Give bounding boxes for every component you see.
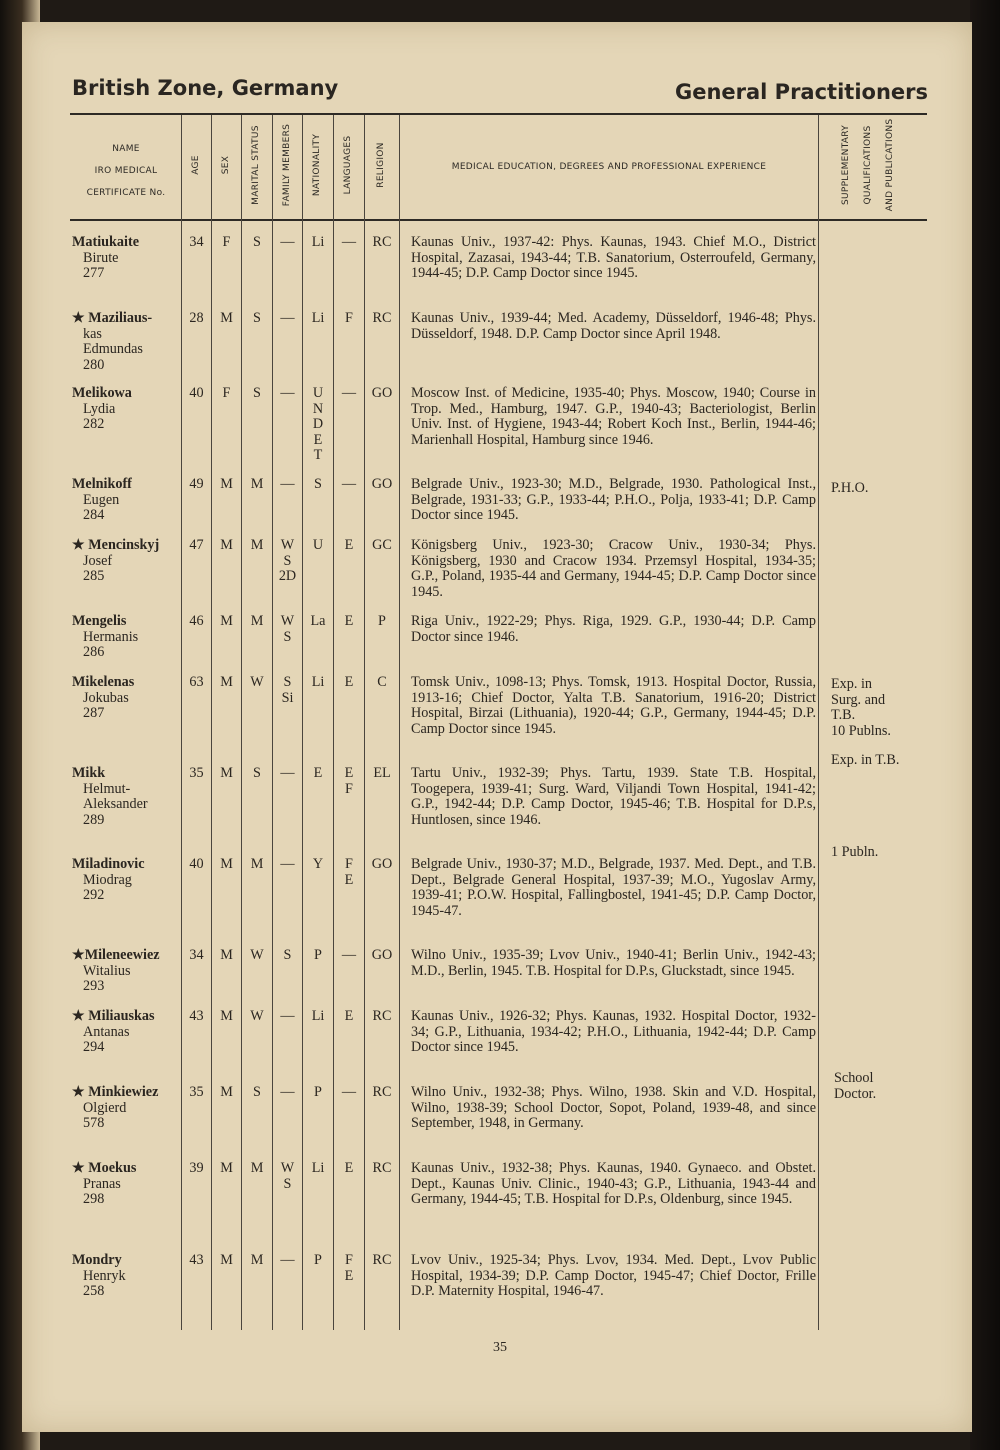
- surname-cell: Melnikoff: [72, 476, 132, 492]
- religion-cell: GO: [371, 476, 393, 492]
- family-cell: S Si: [281, 674, 294, 706]
- supp-column-header-3: AND PUBLICATIONS: [885, 118, 895, 212]
- experience-cell: Tartu Univ., 1932-39; Phys. Tartu, 1939. State T.B. Hospital, Toogepera, 1939-41; Surg. Ward, Viljandi Town Hospital, 1941-42; G.P., 1942-44; D.P. Camp Doctor, 1945-46; T.B. Hospital for D.P.s, Huntlosen, since 1946.: [411, 765, 816, 828]
- surname-cell: Mondry: [72, 1252, 122, 1268]
- cert-number-cell: Aleksander 289: [83, 796, 148, 828]
- languages-cell: —: [341, 476, 357, 492]
- experience-cell: Riga Univ., 1922-29; Phys. Riga, 1929. G.P., 1930-44; D.P. Camp Doctor since 1946.: [411, 613, 816, 645]
- nationality-cell: S: [314, 476, 322, 492]
- sex-cell: M: [220, 1084, 233, 1100]
- cert-number-cell: 285: [83, 568, 105, 585]
- surname-cell: Melikowa: [72, 385, 132, 401]
- age-cell: 28: [189, 310, 204, 326]
- supp-mikk: Exp. in T.B.: [831, 752, 900, 768]
- supp-miladinovic: 1 Publn.: [831, 844, 879, 860]
- nationality-cell: Li: [311, 674, 325, 690]
- religion-cell: RC: [372, 234, 392, 250]
- supp-mikelenas: Exp. in Surg. and T.B. 10 Publns.: [831, 676, 891, 739]
- languages-cell: —: [341, 1084, 357, 1100]
- col-divider: [364, 115, 365, 1330]
- surname-cell: ★ Mencinskyj: [72, 537, 160, 553]
- age-cell: 43: [189, 1252, 204, 1268]
- supp-column-header-2: QUALIFICATIONS: [863, 125, 873, 205]
- religion-cell: GO: [371, 385, 393, 401]
- languages-cell: E: [344, 1160, 354, 1176]
- surname-cell: ★ Miliauskas: [72, 1008, 155, 1024]
- cert-number-cell: 284: [83, 507, 105, 524]
- given-name-cell: Eugen: [83, 491, 120, 508]
- col-divider: [181, 115, 182, 1330]
- religion-cell: RC: [372, 1252, 392, 1268]
- experience-cell: Tomsk Univ., 1098-13; Phys. Tomsk, 1913. Hospital Doctor, Russia, 1913-16; Chief Doctor, Yalta T.B. Sanatorium, 1916-20; District Hospital, Birzai (Lithuania), 1920-44; G.P., Germany, 1944-45; D.P. Camp Doctor since 1945.: [411, 674, 816, 737]
- sex-cell: M: [220, 674, 233, 690]
- sex-cell: M: [220, 1252, 233, 1268]
- given-name-cell: Lydia: [83, 400, 116, 417]
- cert-number-cell: Edmundas 280: [83, 341, 143, 373]
- cert-number-cell: 293: [83, 978, 105, 995]
- sex-cell: M: [220, 1008, 233, 1024]
- cert-number-cell: 292: [83, 887, 105, 904]
- age-cell: 34: [189, 234, 204, 250]
- nationality-cell: Y: [312, 856, 324, 872]
- experience-cell: Moscow Inst. of Medicine, 1935-40; Phys. Moscow, 1940; Course in Trop. Med., Hamburg, 1947. G.P., 1940-43; Bacteriologist, Berlin Univ. Inst. of Hygiene, 1943-44; Robert Koch Inst., Berlin, 1944-46; Marienhall Hospital, Hamburg since 1946.: [411, 385, 816, 448]
- given-name-cell: Josef: [83, 552, 113, 569]
- languages-cell: —: [341, 234, 357, 250]
- languages-cell: F E: [344, 856, 354, 888]
- languages-cell: —: [341, 385, 357, 401]
- cert-number-cell: 258: [83, 1283, 105, 1300]
- col-divider: [333, 115, 334, 1330]
- col-divider: [211, 115, 212, 1330]
- nationality-cell: Li: [311, 234, 325, 250]
- col-divider: [272, 115, 273, 1330]
- marital-cell: W: [250, 947, 264, 963]
- marital-column-header: MARITAL STATUS: [251, 125, 261, 205]
- religion-cell: EL: [373, 765, 391, 781]
- cert-number-cell: 298: [83, 1191, 105, 1208]
- age-cell: 40: [189, 385, 204, 401]
- experience-column-header: MEDICAL EDUCATION, DEGREES AND PROFESSIONAL EXPERIENCE: [451, 162, 767, 172]
- cert-number-cell: 294: [83, 1039, 105, 1056]
- family-cell: —: [280, 1252, 295, 1268]
- family-cell: S: [283, 947, 292, 963]
- surname-cell: Matiukaite: [72, 234, 139, 250]
- page-header-left: British Zone, Germany: [72, 76, 339, 100]
- page-number: 35: [493, 1340, 507, 1355]
- sex-cell: M: [220, 613, 233, 629]
- religion-cell: GO: [371, 947, 393, 963]
- nationality-cell: E: [313, 765, 323, 781]
- age-cell: 63: [189, 674, 204, 690]
- religion-cell: GO: [371, 856, 393, 872]
- marital-cell: M: [250, 537, 264, 553]
- cert-number-cell: 287: [83, 705, 105, 722]
- family-cell: —: [280, 1084, 295, 1100]
- experience-cell: Belgrade Univ., 1923-30; M.D., Belgrade, 1930. Pathological Inst., Belgrade, 1931-33; G.P., 1933-44; P.H.O., Polja, 1933-41; D.P. Camp Doctor since 1945.: [411, 476, 816, 524]
- cert-number-cell: 277: [83, 265, 105, 282]
- age-cell: 47: [189, 537, 204, 553]
- sex-cell: M: [220, 537, 233, 553]
- given-name-cell: Witalius: [83, 962, 131, 979]
- sex-cell: F: [222, 234, 231, 250]
- family-cell: —: [280, 234, 295, 250]
- marital-cell: S: [253, 385, 261, 401]
- nationality-cell: P: [314, 1252, 322, 1268]
- given-name-cell: Miodrag: [83, 871, 132, 888]
- marital-cell: M: [250, 856, 264, 872]
- religion-cell: RC: [372, 1008, 392, 1024]
- header-iro: IRO MEDICAL: [94, 166, 158, 176]
- marital-cell: M: [250, 1252, 264, 1268]
- family-cell: —: [280, 385, 295, 401]
- nationality-column-header: NATIONALITY: [312, 133, 322, 197]
- languages-cell: E: [344, 1008, 354, 1024]
- experience-cell: Kaunas Univ., 1932-38; Phys. Kaunas, 1940. Gynaeco. and Obstet. Dept., Kaunas Univ. Clinic., 1940-43; G.P., Lithuania, 1943-44 and Germany, 1944-45; T.B. Hospital for D.P.s, Oldenburg, since 1945.: [411, 1160, 816, 1208]
- nationality-cell: P: [314, 1084, 322, 1100]
- marital-cell: S: [253, 1084, 261, 1100]
- sex-column-header: SEX: [221, 155, 231, 175]
- religion-cell: RC: [372, 310, 392, 326]
- book-edge: [970, 0, 1000, 1450]
- languages-cell: E: [344, 613, 354, 629]
- sex-cell: M: [220, 765, 233, 781]
- languages-cell: F E: [344, 1252, 354, 1284]
- age-cell: 40: [189, 856, 204, 872]
- marital-cell: S: [253, 234, 261, 250]
- given-name-cell: Hermanis: [83, 628, 139, 645]
- surname-cell: ★ Moekus: [72, 1160, 137, 1176]
- family-cell: —: [280, 476, 295, 492]
- marital-cell: S: [253, 310, 261, 326]
- surname-cell: Miladinovic: [72, 856, 145, 872]
- nationality-cell: Li: [311, 1008, 325, 1024]
- col-divider: [399, 115, 400, 1330]
- languages-cell: —: [341, 947, 357, 963]
- header-top-rule: [70, 113, 927, 115]
- supp-column-header-1: SUPPLEMENTARY: [841, 124, 851, 206]
- given-name-cell: Henryk: [83, 1267, 126, 1284]
- marital-cell: S: [253, 765, 261, 781]
- sex-cell: M: [220, 476, 233, 492]
- col-divider: [302, 115, 303, 1330]
- sex-cell: F: [222, 385, 231, 401]
- surname-cell: Mikk: [72, 765, 106, 781]
- age-cell: 35: [189, 765, 204, 781]
- age-cell: 34: [189, 947, 204, 963]
- experience-cell: Lvov Univ., 1925-34; Phys. Lvov, 1934. Med. Dept., Lvov Public Hospital, 1934-39; D.P. Camp Doctor, 1945-47; Chief Doctor, Frille D.P. Maternity Hospital, 1946-47.: [411, 1252, 816, 1300]
- sex-cell: M: [220, 310, 233, 326]
- religion-cell: GC: [372, 537, 392, 553]
- supp-minkiewiez: School Doctor.: [834, 1070, 877, 1102]
- nationality-cell: P: [314, 947, 322, 963]
- given-name-cell: kas: [83, 325, 102, 342]
- family-cell: W S: [280, 613, 295, 645]
- cert-number-cell: 286: [83, 644, 105, 661]
- header-cert: CERTIFICATE No.: [86, 188, 166, 198]
- languages-cell: F: [345, 310, 353, 326]
- religion-cell: C: [377, 674, 387, 690]
- surname-cell: ★ Minkiewiez: [72, 1084, 159, 1100]
- name-column-header: [72, 138, 180, 204]
- given-name-cell: Pranas: [83, 1175, 121, 1192]
- nationality-cell: U: [312, 537, 324, 553]
- experience-cell: Wilno Univ., 1935-39; Lvov Univ., 1940-41; Berlin Univ., 1942-43; M.D., Berlin, 1945. T.B. Hospital for D.P.s, Gluckstadt, since 1945.: [411, 947, 816, 979]
- cert-number-cell: 578: [83, 1115, 105, 1132]
- age-column-header: AGE: [191, 155, 201, 175]
- experience-cell: Wilno Univ., 1932-38; Phys. Wilno, 1938. Skin and V.D. Hospital, Wilno, 1938-39; School Doctor, Sopot, Poland, 1939-48, and since September, 1948, in Germany.: [411, 1084, 816, 1132]
- languages-cell: E: [344, 674, 354, 690]
- given-name-cell: Antanas: [83, 1023, 130, 1040]
- header-bottom-rule: [70, 219, 927, 221]
- marital-cell: M: [250, 1160, 264, 1176]
- religion-cell: P: [378, 613, 386, 629]
- given-name-cell: Jokubas: [83, 689, 129, 706]
- religion-cell: RC: [372, 1084, 392, 1100]
- languages-cell: E: [344, 537, 354, 553]
- family-cell: —: [280, 856, 295, 872]
- family-column-header: FAMILY MEMBERS: [282, 123, 292, 207]
- page-header-right: General Practitioners: [674, 80, 928, 104]
- nationality-cell: Li: [311, 1160, 325, 1176]
- languages-column-header: LANGUAGES: [343, 135, 353, 195]
- age-cell: 43: [189, 1008, 204, 1024]
- marital-cell: M: [250, 613, 264, 629]
- experience-cell: Kaunas Univ., 1939-44; Med. Academy, Düsseldorf, 1946-48; Phys. Düsseldorf, 1948. D.P. Camp Doctor since April 1948.: [411, 310, 816, 342]
- experience-cell: Belgrade Univ., 1930-37; M.D., Belgrade, 1937. Med. Dept., and T.B. Dept., Belgrade General Hospital, 1937-39; M.O., Yugoslav Army, 1939-41; P.O.W. Hospital, Fallingbostel, 1941-45; D.P. Camp Doctor, 1945-47.: [411, 856, 816, 919]
- religion-cell: RC: [372, 1160, 392, 1176]
- marital-cell: W: [250, 674, 264, 690]
- experience-cell: Kaunas Univ., 1937-42: Phys. Kaunas, 1943. Chief M.O., District Hospital, Zazasai, 1943-44; T.B. Sanatorium, Osterroufeld, Germany, 1944-45; D.P. Camp Doctor since 1945.: [411, 234, 816, 282]
- family-cell: W S: [280, 1160, 295, 1192]
- cert-number-cell: 282: [83, 416, 105, 433]
- age-cell: 49: [189, 476, 204, 492]
- nationality-cell: La: [310, 613, 326, 629]
- surname-cell: ★ Maziliaus-: [72, 310, 153, 326]
- sex-cell: M: [220, 856, 233, 872]
- family-cell: W S 2D: [278, 537, 297, 585]
- marital-cell: W: [250, 1008, 264, 1024]
- family-cell: —: [280, 1008, 295, 1024]
- given-name-cell: Olgierd: [83, 1099, 127, 1116]
- header-name: NAME: [112, 144, 140, 154]
- supp-melnikoff: P.H.O.: [831, 480, 869, 496]
- age-cell: 39: [189, 1160, 204, 1176]
- marital-cell: M: [250, 476, 264, 492]
- given-name-cell: Helmut-: [83, 780, 131, 797]
- nationality-cell: Li: [311, 310, 325, 326]
- surname-cell: Mikelenas: [72, 674, 135, 690]
- family-cell: —: [280, 765, 295, 781]
- col-divider: [241, 115, 242, 1330]
- given-name-cell: Birute: [83, 249, 119, 266]
- age-cell: 46: [189, 613, 204, 629]
- sex-cell: M: [220, 1160, 233, 1176]
- family-cell: —: [280, 310, 295, 326]
- surname-cell: Mengelis: [72, 613, 127, 629]
- sex-cell: M: [220, 947, 233, 963]
- surname-cell: ★Mileneewiez: [72, 947, 160, 963]
- nationality-cell: U N D E T: [312, 385, 324, 464]
- experience-cell: Kaunas Univ., 1926-32; Phys. Kaunas, 1932. Hospital Doctor, 1932-34; G.P., Lithuania, 1934-42; P.H.O., Lithuania, 1942-44; D.P. Camp Doctor since 1945.: [411, 1008, 816, 1056]
- col-divider: [818, 115, 819, 1330]
- religion-column-header: RELIGION: [376, 142, 386, 188]
- age-cell: 35: [189, 1084, 204, 1100]
- languages-cell: E F: [344, 765, 354, 797]
- experience-cell: Königsberg Univ., 1923-30; Cracow Univ., 1930-34; Phys. Königsberg, 1930 and Cracow 1934. Przemsyl Hospital, 1934-35; G.P., Poland, 1935-44 and Germany, 1944-45; D.P. Camp Doctor since 1945.: [411, 537, 816, 600]
